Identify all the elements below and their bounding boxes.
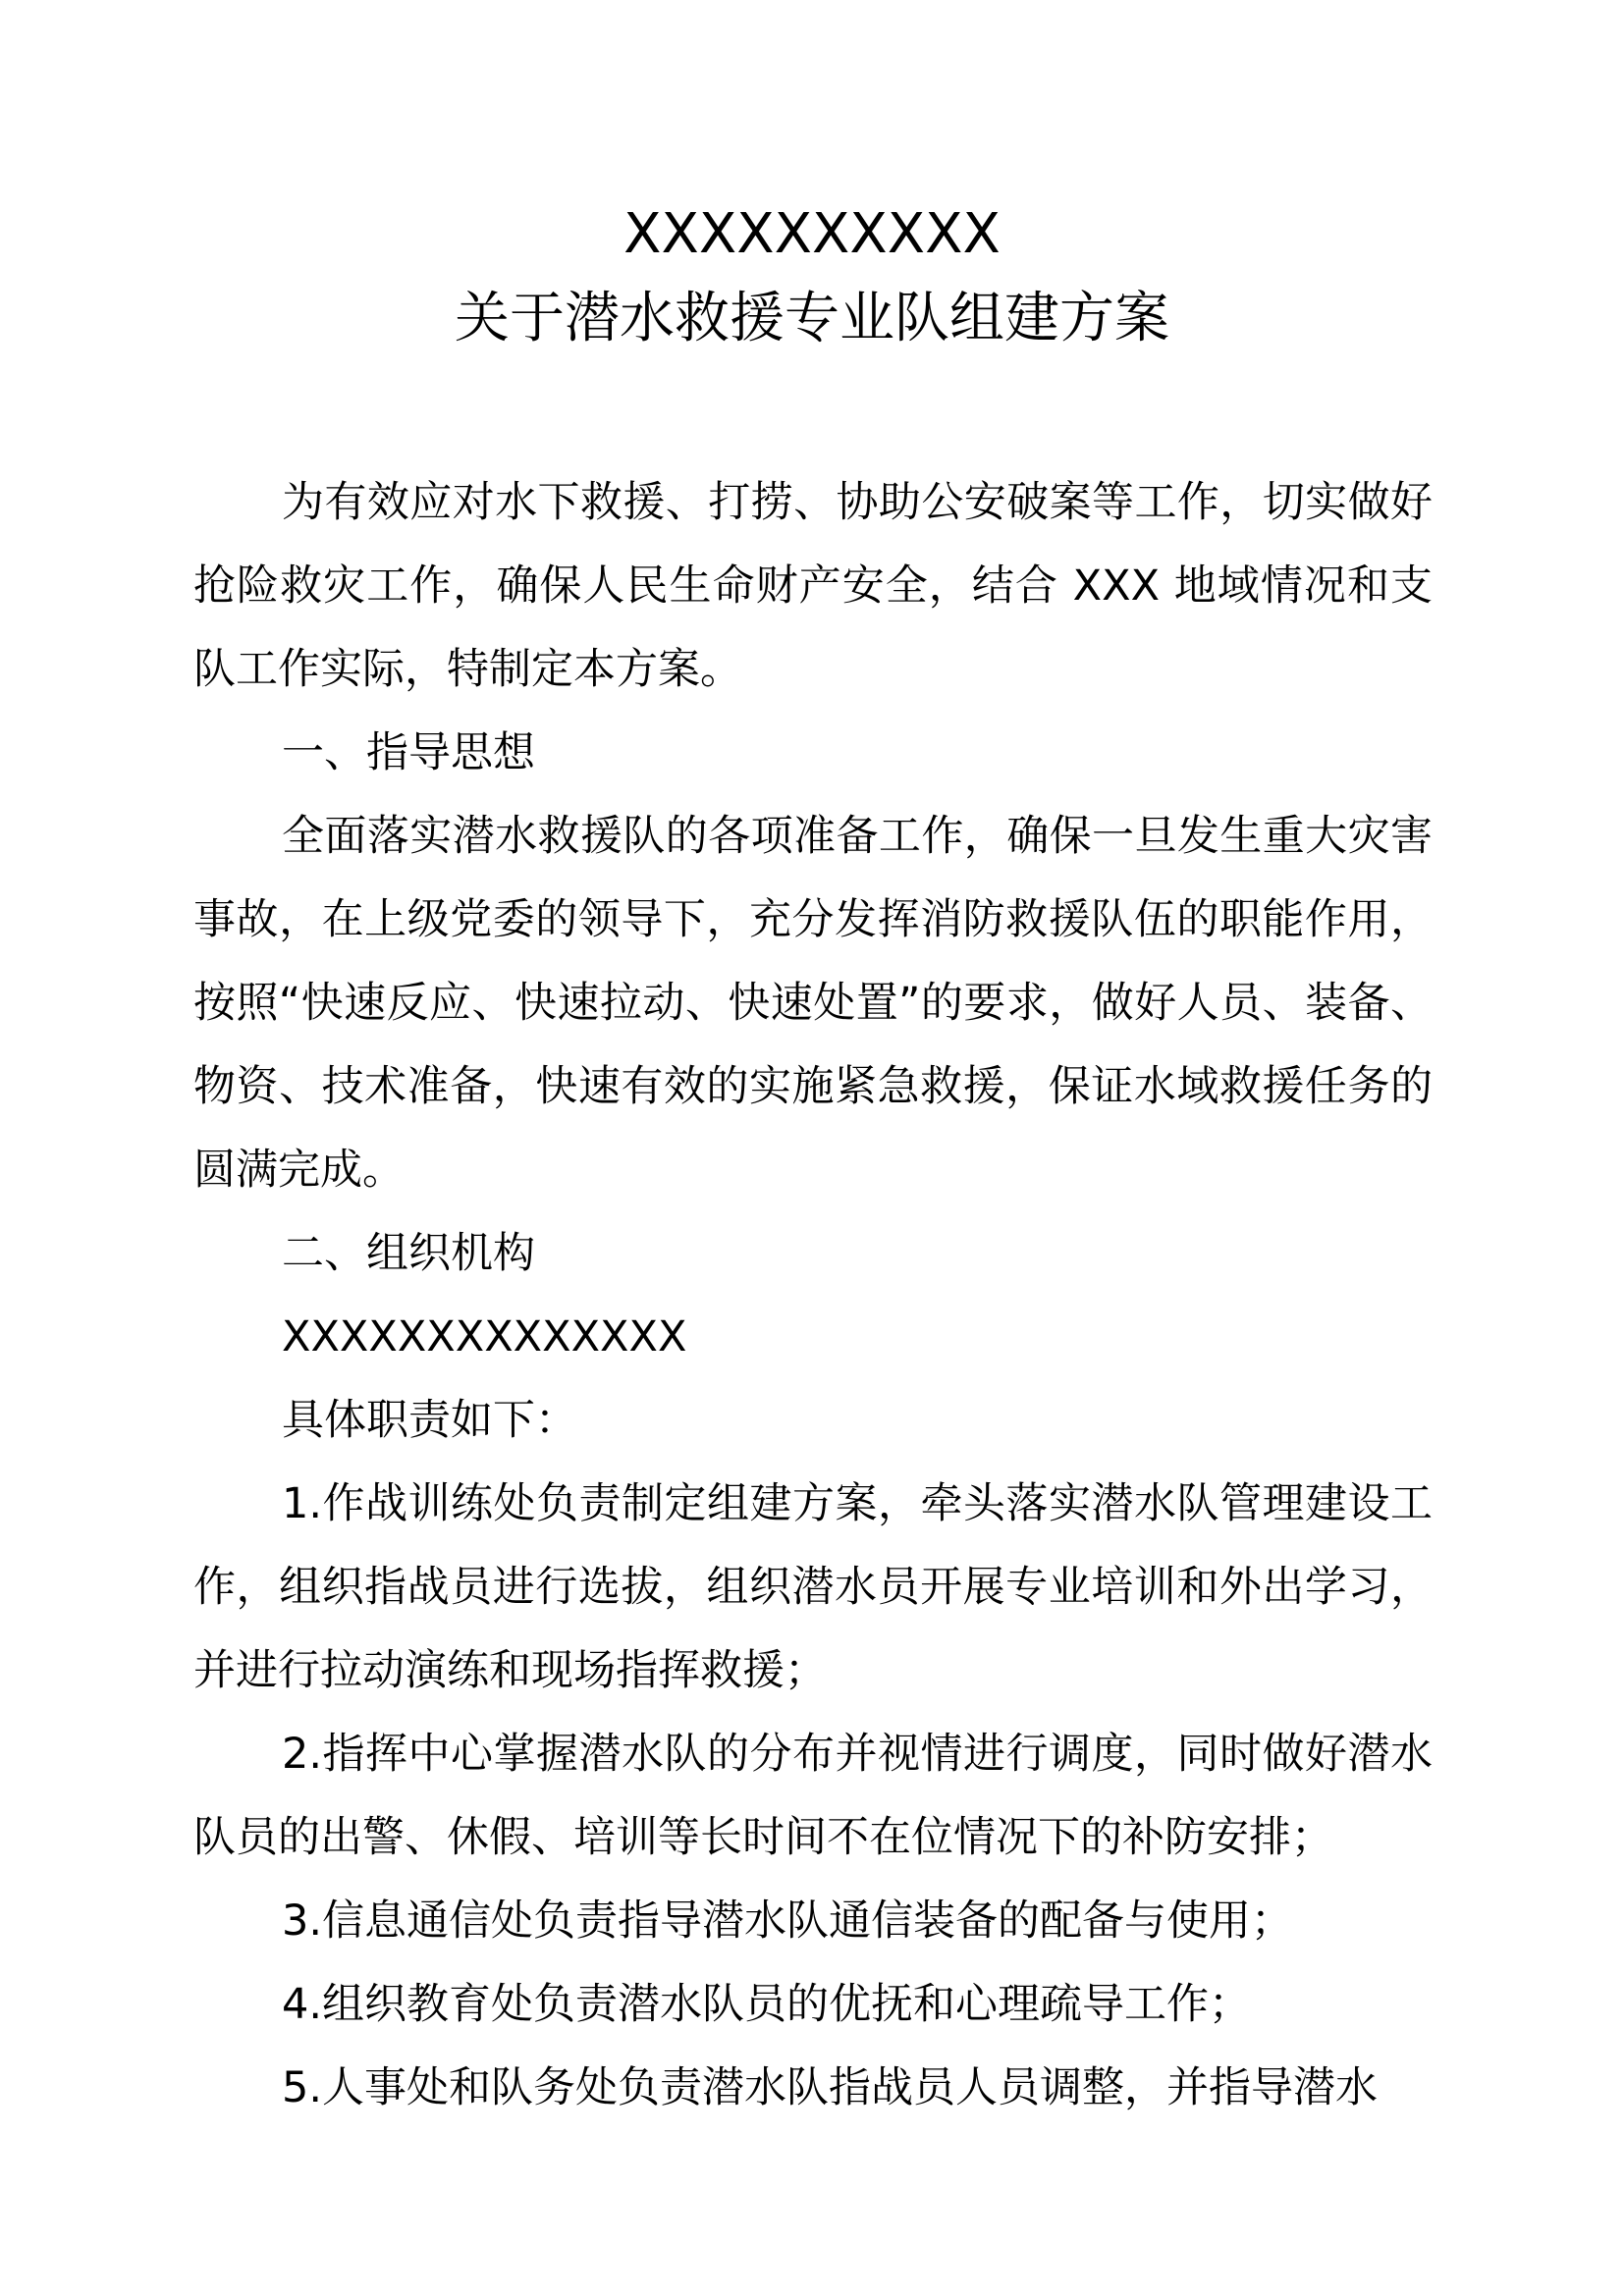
document-title: 关于潜水救援专业队组建方案 [455, 287, 1169, 350]
paragraph-guiding-ideology: 全面落实潜水救援队的各项准备工作，确保一旦发生重大灾害事故，在上级党委的领导下，充分发挥消防救援队伍的职能作用，按照“快速反应、快速拉动、快速处置”的要求，做好人员、装备、物资、技术准备，快速有效的实施紧急救援，保证水域救援任务的圆满完成。 [193, 812, 1433, 1195]
list-item-duty-4: 4.组织教育处负责潜水队员的优抚和心理疏导工作； [282, 1980, 1252, 2029]
section-heading-guiding-ideology: 一、指导思想 [282, 728, 535, 777]
paragraph-organization-placeholder: XXXXXXXXXXXXXX [282, 1312, 687, 1362]
list-item-duty-5: 5.人事处和队务处负责潜水队指战员人员调整，并指导潜水 [282, 2063, 1379, 2112]
section-heading-organization: 二、组织机构 [282, 1229, 535, 1278]
document-title-org: XXXXXXXXXX [623, 202, 1001, 266]
list-item-duty-1: 1.作战训练处负责制定组建方案，牵头落实潜水队管理建设工作，组织指战员进行选拔，组织潜水员开展专业培训和外出学习，并进行拉动演练和现场指挥救援； [193, 1479, 1433, 1695]
list-item-duty-3: 3.信息通信处负责指导潜水队通信装备的配备与使用； [282, 1896, 1294, 1946]
document-body [193, 461, 1433, 2130]
paragraph-duties-intro: 具体职责如下： [282, 1396, 577, 1445]
list-item-duty-2: 2.指挥中心掌握潜水队的分布并视情进行调度，同时做好潜水队员的出警、休假、培训等长时间不在位情况下的补防安排； [193, 1730, 1433, 1862]
paragraph-intro: 为有效应对水下救援、打捞、协助公安破案等工作，切实做好抢险救灾工作，确保人民生命财产安全，结合 XXX 地域情况和支队工作实际，特制定本方案。 [193, 478, 1433, 694]
